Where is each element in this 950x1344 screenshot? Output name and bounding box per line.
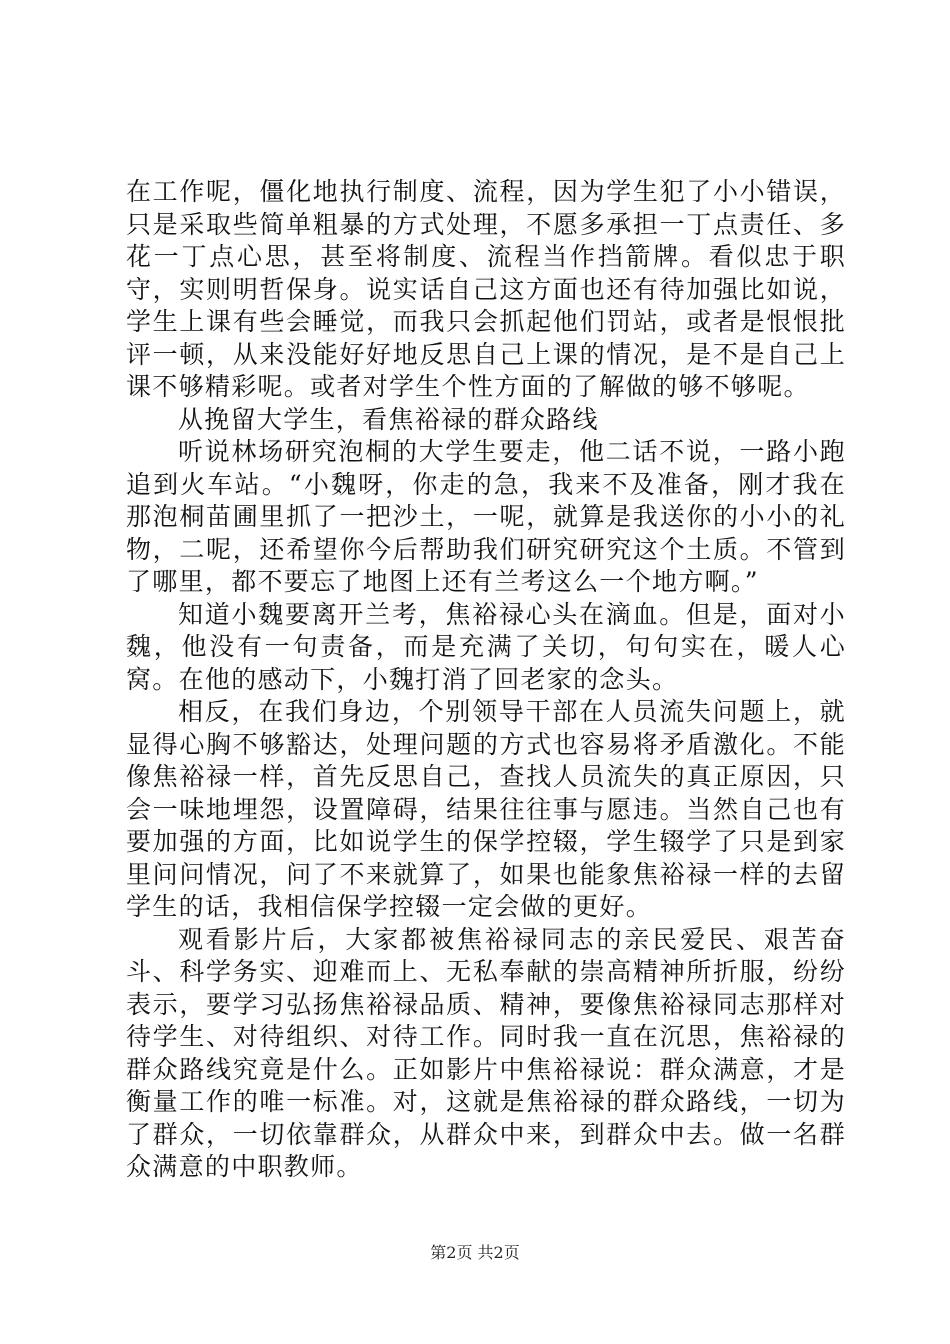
- paragraph: 在工作呢，僵化地执行制度、流程，因为学生犯了小小错误，只是采取些简单粗暴的方式处理，不愿多承担一丁点责任、多花一丁点心思，甚至将制度、流程当作挡箭牌。看似忠于职守，实则明哲保身。说实话自己这方面也还有待加强比如说，学生上课有些会睡觉，而我只会抓起他们罚站，或者是恨恨批评一顿，从来没能好好地反思自己上课的情况，是不是自己上课不够精彩呢。或者对学生个性方面的了解做的够不够呢。: [126, 177, 846, 401]
- document-body: [126, 176, 846, 1184]
- paragraph: 听说林场研究泡桐的大学生要走，他二话不说，一路小跑追到火车站。“小魏呀，你走的急，我来不及准备，刚才我在那泡桐苗圃里抓了一把沙土，一呢，就算是我送你的小小的礼物，二呢，还希望你今后帮助我们研究研究这个土质。不管到了哪里，都不要忘了地图上还有兰考这么一个地方啊。”: [126, 437, 846, 596]
- page-number-footer: 第2页 共2页: [430, 1243, 520, 1262]
- paragraph: 观看影片后，大家都被焦裕禄同志的亲民爱民、艰苦奋斗、科学务实、迎难而上、无私奉献的崇高精神所折服，纷纷表示，要学习弘扬焦裕禄品质、精神，要像焦裕禄同志那样对待学生、对待组织、对待工作。同时我一直在沉思，焦裕禄的群众路线究竟是什么。正如影片中焦裕禄说：群众满意，才是衡量工作的唯一标准。对，这就是焦裕禄的群众路线，一切为了群众，一切依靠群众，从群众中来，到群众中去。做一名群众满意的中职教师。: [126, 924, 846, 1181]
- paragraph: 相反，在我们身边，个别领导干部在人员流失问题上，就显得心胸不够豁达，处理问题的方式也容易将矛盾激化。不能像焦裕禄一样，首先反思自己，查找人员流失的真正原因，只会一味地埋怨，设置障碍，结果往往事与愿违。当然自己也有要加强的方面，比如说学生的保学控辍，学生辍学了只是到家里问问情况，问了不来就算了，如果也能象焦裕禄一样的去留学生的话，我相信保学控辍一定会做的更好。: [126, 697, 846, 921]
- paragraph: 知道小魏要离开兰考，焦裕禄心头在滴血。但是，面对小魏，他没有一句责备，而是充满了关切，句句实在，暖人心窝。在他的感动下，小魏打消了回老家的念头。: [126, 599, 846, 694]
- section-heading: 从挽留大学生，看焦裕禄的群众路线: [178, 404, 599, 434]
